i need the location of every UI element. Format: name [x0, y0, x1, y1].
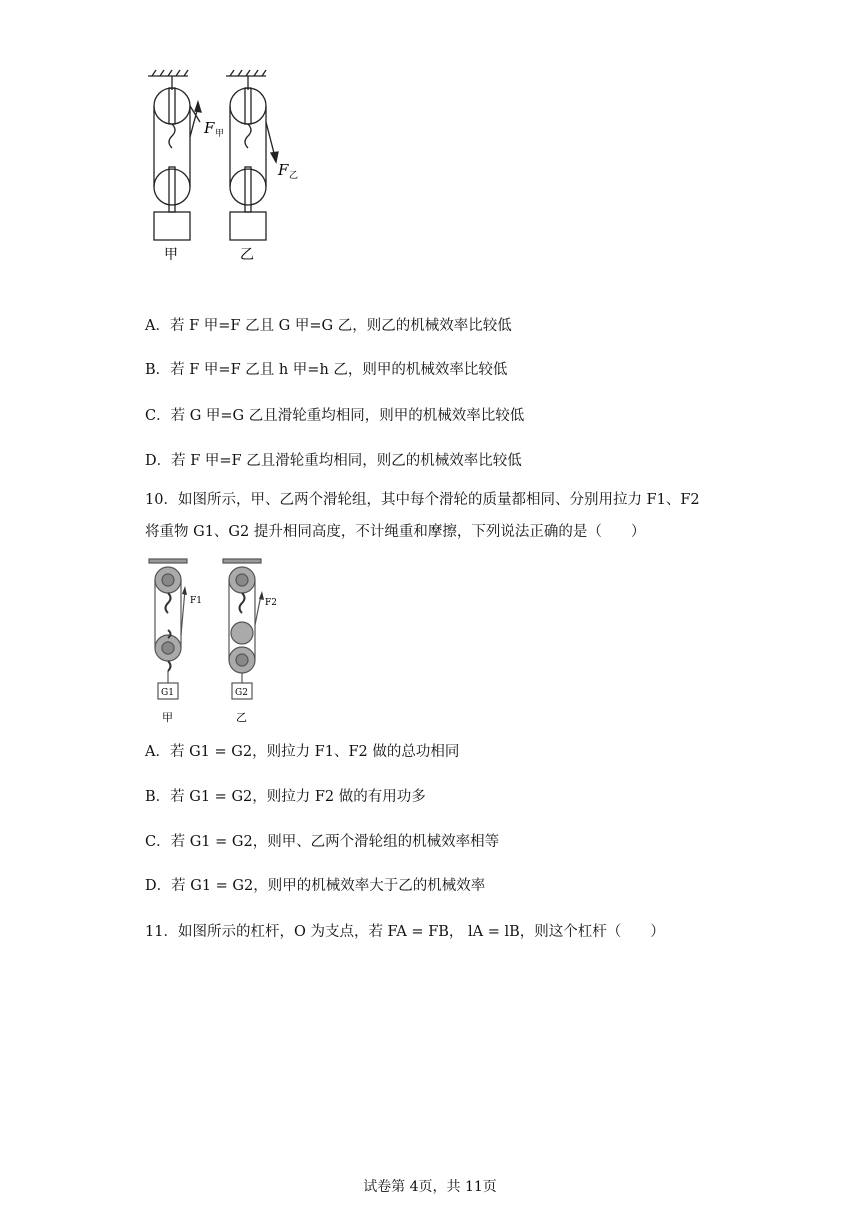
- weight-label-g1: G1: [161, 688, 174, 698]
- q10-option-b: B．若 G1 = G2，则拉力 F2 做的有用功多: [145, 789, 426, 805]
- page-footer: 试卷第 4页，共 11页: [363, 1179, 497, 1195]
- force-label-f2: F2: [265, 598, 277, 608]
- q10-option-c: C．若 G1 = G2，则甲、乙两个滑轮组的机械效率相等: [145, 834, 500, 850]
- pulley-figure-1: [140, 62, 320, 267]
- weight-label-g2: G2: [235, 688, 248, 698]
- q11-stem: 11．如图所示的杠杆，O 为支点，若 FA = FB， lA = lB，则这个杠杆（ ）: [145, 924, 665, 940]
- q9-option-c: C．若 G 甲=G 乙且滑轮重均相同，则甲的机械效率比较低: [145, 408, 525, 424]
- q9-option-b: B．若 F 甲=F 乙且 h 甲=h 乙，则甲的机械效率比较低: [145, 362, 508, 378]
- figure2-label-yi: 乙: [236, 711, 247, 724]
- force-label-f1: F1: [190, 596, 202, 606]
- q10-option-a: A．若 G1 = G2，则拉力 F1、F2 做的总功相同: [145, 744, 460, 760]
- figure-label-yi: 乙: [240, 247, 254, 263]
- force-label-right: F: [278, 161, 289, 179]
- svg-text:甲: 甲: [215, 129, 225, 139]
- q10-stem-line2: 将重物 G1、G2 提升相同高度，不计绳重和摩擦，下列说法正确的是（ ）: [145, 524, 646, 540]
- q9-option-d: D．若 F 甲=F 乙且滑轮重均相同，则乙的机械效率比较低: [145, 453, 522, 469]
- svg-text:乙: 乙: [289, 171, 299, 181]
- pulley-figure-2: [145, 555, 295, 727]
- figure2-label-jia: 甲: [162, 711, 173, 724]
- q9-option-a: A．若 F 甲=F 乙且 G 甲=G 乙，则乙的机械效率比较低: [145, 318, 512, 334]
- q10-stem-line1: 10．如图所示，甲、乙两个滑轮组，其中每个滑轮的质量都相同、分别用拉力 F1、F2: [145, 492, 700, 508]
- force-label-left: F: [204, 119, 215, 137]
- q10-option-d: D．若 G1 = G2，则甲的机械效率大于乙的机械效率: [145, 878, 486, 894]
- figure-label-jia: 甲: [164, 247, 178, 263]
